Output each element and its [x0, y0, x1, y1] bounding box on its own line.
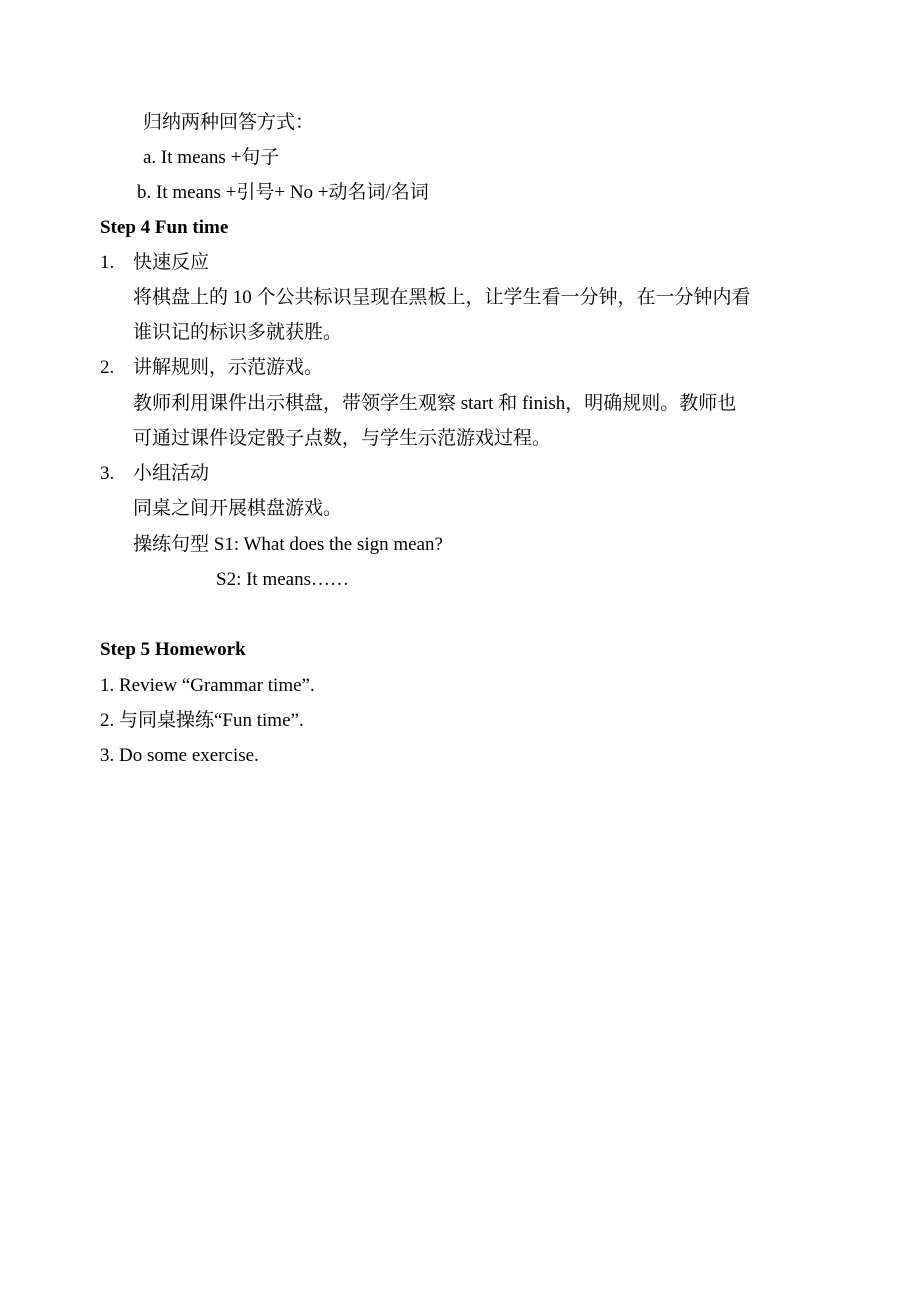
step4-item-3-body-line: 操练句型 S1: What does the sign mean?	[133, 534, 443, 555]
step4-item-3-title: 小组活动	[133, 463, 210, 484]
summary-intro: 归纳两种回答方式：	[143, 112, 315, 133]
step4-item-1-title: 快速反应	[133, 252, 210, 273]
summary-option-a: a. It means +句子	[143, 147, 280, 168]
step4-item-2-number: 2.	[100, 357, 115, 378]
step4-item-1-number: 1.	[100, 252, 115, 273]
step5-heading: Step 5 Homework	[100, 639, 246, 660]
step5-item: 1. Review “Grammar time”.	[100, 675, 315, 696]
step5-item: 2. 与同桌操练“Fun time”.	[100, 710, 304, 731]
step4-item-2-title: 讲解规则，示范游戏。	[133, 357, 324, 378]
step4-item-3-body-line: 同桌之间开展棋盘游戏。	[133, 498, 343, 519]
step4-item-3-extra: S2: It means……	[216, 569, 349, 590]
step5-item: 3. Do some exercise.	[100, 745, 259, 766]
step4-item-1-body-line: 谁识记的标识多就获胜。	[133, 322, 343, 343]
step4-item-2-body-line: 教师利用课件出示棋盘，带领学生观察 start 和 finish，明确规则。教师也	[133, 393, 737, 414]
summary-option-b: b. It means +引号+ No +动名词/名词	[137, 182, 429, 203]
step4-heading: Step 4 Fun time	[100, 217, 229, 238]
step4-item-3-number: 3.	[100, 463, 115, 484]
step4-item-1-body-line: 将棋盘上的 10 个公共标识呈现在黑板上，让学生看一分钟，在一分钟内看	[133, 287, 751, 308]
step4-item-2-body-line: 可通过课件设定骰子点数，与学生示范游戏过程。	[133, 428, 552, 449]
